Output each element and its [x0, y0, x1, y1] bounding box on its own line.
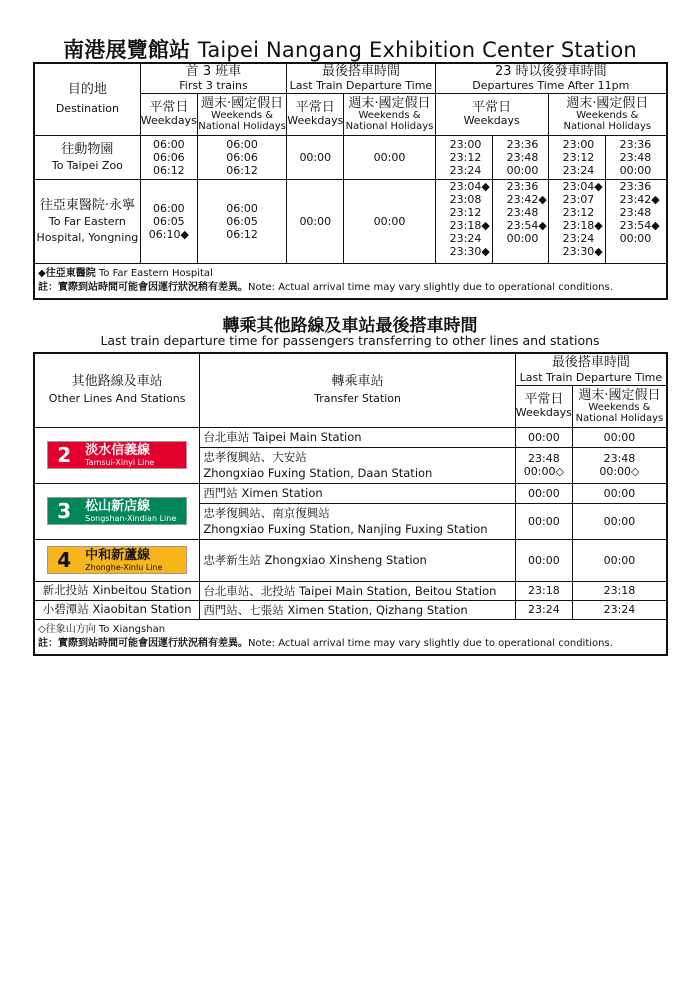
time-list	[605, 179, 667, 263]
time-cell: 23:24	[515, 600, 572, 619]
line-cell	[34, 427, 200, 483]
time-value: 00:00	[619, 163, 652, 177]
transfer-station: 忠孝復興站、南京復興站 Zhongxiao Fuxing Station, Nanjing Fuxing Station	[200, 503, 515, 539]
footnote-diamond: ◇往象山方向 To Xiangshan	[38, 623, 166, 635]
time-value: 23:12	[562, 150, 595, 164]
time-cell: 00:00	[572, 503, 667, 539]
time-value: 23:54◆	[506, 218, 547, 232]
time-cell: 23:48 00:00◇	[515, 447, 572, 483]
weekdays-header: 平常日 Weekdays	[435, 93, 548, 135]
time-value: 23:24	[449, 231, 482, 245]
time-cell: 00:00	[515, 539, 572, 581]
time-list	[492, 179, 548, 263]
footnote-disclaimer: 註：實際到站時間可能會因運行狀況稍有差異。Note: Actual arrival time may vary slightly due to operational conditions.	[38, 637, 613, 649]
time-list	[492, 135, 548, 179]
page-title	[0, 34, 700, 64]
transfer-station: 西門站、七張站 Ximen Station, Qizhang Station	[200, 600, 515, 619]
time-value: 23:24	[449, 163, 482, 177]
footnotes	[34, 263, 667, 299]
time-cell: 00:00	[515, 503, 572, 539]
time-value: 23:42◆	[506, 192, 547, 206]
time-cell: 23:18	[572, 581, 667, 600]
time-list	[197, 179, 286, 263]
transfer-header: 轉乘車站 Transfer Station	[200, 353, 515, 427]
time-value: 06:00	[152, 137, 185, 151]
line-number: 2	[48, 442, 80, 468]
time-cell: 23:48 00:00◇	[572, 447, 667, 483]
line-number: 3	[48, 498, 80, 524]
last-train-header-en: Last Train Departure Time	[515, 371, 667, 385]
time-value: 06:00	[226, 137, 258, 151]
weekdays-header: 平常日 Weekdays	[515, 385, 572, 427]
line-name-en: Zhonghe-Xinlu Line	[85, 562, 163, 572]
time-cell: 00:00	[572, 539, 667, 581]
time-value: 06:06	[226, 150, 258, 164]
footnotes	[34, 619, 667, 655]
time-list	[548, 179, 605, 263]
time-value: 06:05	[226, 214, 258, 228]
time-cell: 00:00	[572, 427, 667, 447]
table-row	[34, 427, 667, 447]
time-value: 00:00	[506, 163, 539, 177]
time-cell: 00:00	[515, 427, 572, 447]
time-list	[197, 135, 286, 179]
destination-header: 目的地 Destination	[34, 63, 140, 135]
time-value: 23:30◆	[449, 244, 490, 258]
transfer-station: 西門站 Ximen Station	[200, 483, 515, 503]
line-name-zh: 松山新店線	[85, 498, 151, 514]
time-value: 23:12	[562, 205, 595, 219]
time-value: 23:00	[562, 137, 595, 151]
time-list	[435, 179, 492, 263]
line-number: 4	[48, 547, 80, 573]
time-cell: 00:00	[344, 135, 435, 179]
time-value: 23:04◆	[562, 179, 603, 193]
timetable	[33, 62, 668, 300]
time-value: 23:48	[506, 205, 539, 219]
line-name-zh: 中和新蘆線	[85, 547, 151, 563]
last-train-header-zh: 最後搭車時間	[515, 353, 667, 371]
time-value: 23:12	[449, 150, 482, 164]
branch-station: 小碧潭站 Xiaobitan Station	[34, 600, 200, 619]
line-badge-songshan-xindian	[47, 497, 187, 525]
time-value: 06:00	[152, 201, 185, 215]
time-value: 23:24	[562, 231, 595, 245]
time-list	[140, 179, 197, 263]
time-value: 23:36	[506, 179, 539, 193]
weekends-header: 週末‧國定假日 Weekends & National Holidays	[344, 93, 435, 135]
time-value: 23:24	[562, 163, 595, 177]
table-row	[34, 179, 667, 263]
time-cell: 23:24	[572, 600, 667, 619]
line-cell	[34, 483, 200, 539]
line-cell	[34, 539, 200, 581]
time-cell: 23:18	[515, 581, 572, 600]
time-cell: 00:00	[515, 483, 572, 503]
transfer-station: 台北車站、北投站 Taipei Main Station, Beitou Station	[200, 581, 515, 600]
time-value: 23:30◆	[562, 244, 603, 258]
last-train-header-zh: 最後搭車時間	[287, 63, 435, 79]
destination-cell: 往動物園 To Taipei Zoo	[34, 135, 140, 179]
time-value: 23:18◆	[562, 218, 603, 232]
weekdays-header: 平常日 Weekdays	[140, 93, 197, 135]
transfer-section-subtitle: Last train departure time for passengers transferring to other lines and stations	[100, 333, 600, 348]
time-cell: 00:00	[287, 135, 344, 179]
time-value: 06:00	[226, 201, 258, 215]
last-train-header-en: Last Train Departure Time	[287, 79, 435, 93]
weekends-header: 週末‧國定假日 Weekends & National Holidays	[572, 385, 667, 427]
weekends-header: 週末‧國定假日 Weekends & National Holidays	[197, 93, 286, 135]
transfer-section-title: 轉乘其他路線及車站最後搭車時間	[222, 316, 478, 336]
lines-header: 其他路線及車站 Other Lines And Stations	[34, 353, 200, 427]
first-trains-header-en: First 3 trains	[140, 79, 286, 93]
time-value: 06:12	[226, 163, 258, 177]
time-value: 06:06	[152, 150, 185, 164]
time-value: 23:36	[506, 137, 539, 151]
after11-header-zh: 23 時以後發車時間	[435, 63, 667, 79]
destination-cell: 往亞東醫院‧永寧 To Far Eastern Hospital, Yongning	[34, 179, 140, 263]
time-value: 23:42◆	[619, 192, 660, 206]
transfer-station: 忠孝復興站、大安站 Zhongxiao Fuxing Station, Daan Station	[200, 447, 515, 483]
footnote-diamond: ◆往亞東醫院 To Far Eastern Hospital	[38, 267, 213, 279]
time-value: 23:08	[449, 192, 482, 206]
time-value: 23:18◆	[449, 218, 490, 232]
time-value: 23:07	[562, 192, 595, 206]
time-value: 23:48	[619, 150, 652, 164]
line-name-zh: 淡水信義線	[85, 442, 151, 458]
line-name-en: Tamsui-Xinyi Line	[85, 457, 155, 467]
time-value: 00:00	[506, 231, 539, 245]
time-list	[605, 135, 667, 179]
time-list	[140, 135, 197, 179]
time-value: 23:36	[619, 137, 652, 151]
table-row	[34, 135, 667, 179]
transfer-station: 忠孝新生站 Zhongxiao Xinsheng Station	[200, 539, 515, 581]
time-value: 23:12	[449, 205, 482, 219]
after11-header-en: Departures Time After 11pm	[435, 79, 667, 93]
time-value: 23:48	[619, 205, 652, 219]
time-value: 06:12	[226, 227, 258, 241]
table-row	[34, 600, 667, 619]
line-badge-zhonghe-xinlu	[47, 546, 187, 574]
line-badge-tamsui-xinyi	[47, 441, 187, 469]
time-value: 23:48	[506, 150, 539, 164]
station-name-en: Taipei Nangang Exhibition Center Station	[197, 38, 637, 62]
time-value: 06:05	[152, 214, 185, 228]
time-list	[435, 135, 492, 179]
station-name-zh: 南港展覽館站	[63, 38, 191, 62]
time-cell: 00:00	[572, 483, 667, 503]
table-row	[34, 483, 667, 503]
time-cell: 00:00	[287, 179, 344, 263]
table-row	[34, 539, 667, 581]
transfer-station: 台北車站 Taipei Main Station	[200, 427, 515, 447]
branch-station: 新北投站 Xinbeitou Station	[34, 581, 200, 600]
time-value: 06:12	[152, 163, 185, 177]
time-value: 23:00	[449, 137, 482, 151]
transfer-table	[33, 352, 668, 656]
time-value: 06:10◆	[148, 227, 189, 241]
line-name-en: Songshan-Xindian Line	[85, 513, 177, 523]
table-row	[34, 581, 667, 600]
first-trains-header-zh: 首 3 班車	[140, 63, 286, 79]
time-value: 00:00	[619, 231, 652, 245]
weekends-header: 週末‧國定假日 Weekends & National Holidays	[548, 93, 667, 135]
time-list	[548, 135, 605, 179]
time-value: 23:36	[619, 179, 652, 193]
time-cell: 00:00	[344, 179, 435, 263]
footnote-disclaimer: 註：實際到站時間可能會因運行狀況稍有差異。Note: Actual arrival time may vary slightly due to operational conditions.	[38, 281, 613, 293]
time-value: 23:54◆	[619, 218, 660, 232]
time-value: 23:04◆	[449, 179, 490, 193]
weekdays-header: 平常日 Weekdays	[287, 93, 344, 135]
